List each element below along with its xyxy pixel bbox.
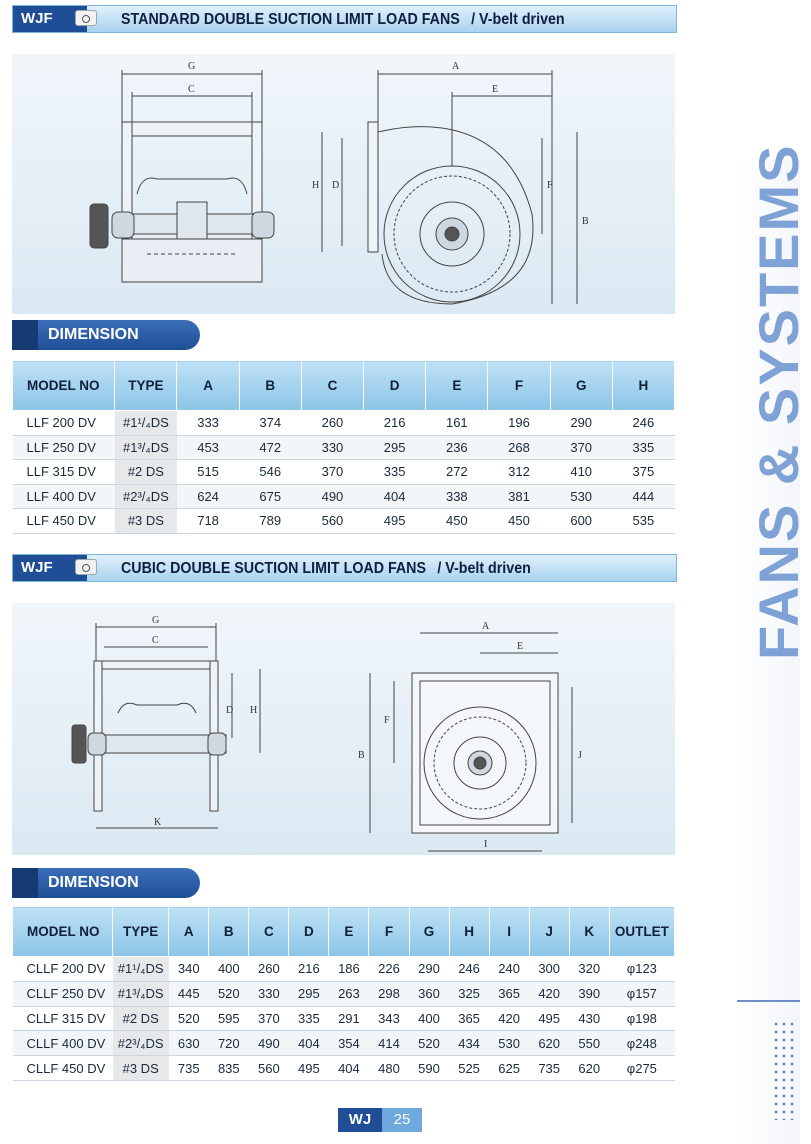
table-row [13,509,675,534]
table-cell: 300 [529,957,569,982]
table-cell: 263 [329,981,369,1006]
table-cell: 595 [209,1006,249,1031]
table-cell: 404 [329,1056,369,1081]
table-cell: 365 [489,981,529,1006]
table-cell: 624 [177,484,239,509]
table-cell: 370 [301,460,363,485]
table-cell: 450 [488,509,550,534]
dim-label-f: F [384,715,390,726]
table-cell: 268 [488,435,550,460]
dimension-table-standard [12,360,675,534]
table-cell: 675 [239,484,301,509]
table-cell: 480 [369,1056,409,1081]
fan-drawing-svg [12,54,675,314]
table-cell: 295 [289,981,329,1006]
column-header: E [329,907,369,957]
table-cell: 472 [239,435,301,460]
dim-label-e: E [492,84,499,95]
table-cell: 620 [569,1056,609,1081]
table-cell: 718 [177,509,239,534]
table-cell: 381 [488,484,550,509]
table-row [13,460,675,485]
column-header: B [239,361,301,411]
table-cell: φ198 [609,1006,674,1031]
table-cell: LLF 400 DV [13,484,115,509]
table-cell: 161 [426,411,488,436]
table-cell: 550 [569,1031,609,1056]
dim-label-g: G [188,61,196,72]
table-cell: 735 [169,1056,209,1081]
table-cell: CLLF 400 DV [13,1031,113,1056]
page-number: 25 [382,1108,422,1132]
drawing-cubic-fan [12,603,675,855]
table-cell: 560 [249,1056,289,1081]
table-cell: 186 [329,957,369,982]
dim-label-c: C [188,84,195,95]
table-cell: 560 [301,509,363,534]
table-cell: 240 [489,957,529,982]
table-cell: 320 [569,957,609,982]
side-divider [737,1000,800,1002]
column-header: TYPE [115,361,177,411]
table-cell: #2³/₄DS [115,484,177,509]
dim-label-a: A [452,61,460,72]
dot-pattern-icon [772,1020,796,1120]
table-cell: 445 [169,981,209,1006]
table-cell: 420 [489,1006,529,1031]
column-header: E [426,361,488,411]
table-cell: 420 [529,981,569,1006]
dim-label-a: A [482,621,490,632]
table-cell: φ248 [609,1031,674,1056]
column-header: A [177,361,239,411]
dim-label-b: B [358,750,365,761]
table-cell: 453 [177,435,239,460]
table-cell: #3 DS [113,1056,169,1081]
table-cell: LLF 450 DV [13,509,115,534]
table-cell: 430 [569,1006,609,1031]
table-cell: 335 [364,460,426,485]
table-cell: 390 [569,981,609,1006]
table-cell: φ123 [609,957,674,982]
table-cell: 835 [209,1056,249,1081]
table-cell: 450 [426,509,488,534]
column-header: OUTLET [609,907,674,957]
column-header: A [169,907,209,957]
table-cell: 312 [488,460,550,485]
section-title: STANDARD DOUBLE SUCTION LIMIT LOAD FANS / V-belt driven [121,11,565,28]
table-cell: 335 [289,1006,329,1031]
table-cell: #1¹/₄DS [113,957,169,982]
dim-label-i: I [484,839,488,850]
table-row [13,1006,675,1031]
dim-label-b: B [582,216,589,227]
dim-label-h: H [312,180,320,191]
dimension-tab-2: DIMENSION [12,868,200,898]
column-header: I [489,907,529,957]
table-cell: 291 [329,1006,369,1031]
table-cell: 374 [239,411,301,436]
dim-label-d: D [332,180,340,191]
table-cell: 410 [550,460,612,485]
column-header: MODEL NO [13,361,115,411]
table-cell: 295 [364,435,426,460]
dim-label-e: E [517,641,524,652]
table-cell: 338 [426,484,488,509]
table-cell: 365 [449,1006,489,1031]
table-cell: 246 [612,411,674,436]
table-cell: #2 DS [115,460,177,485]
dim-label-d: D [226,705,234,716]
table-cell: 400 [209,957,249,982]
table-row [13,981,675,1006]
table-cell: 246 [449,957,489,982]
table-cell: 330 [249,981,289,1006]
table-cell: 370 [249,1006,289,1031]
table-cell: 354 [329,1031,369,1056]
table-cell: 625 [489,1056,529,1081]
table-cell: LLF 315 DV [13,460,115,485]
table-cell: 340 [169,957,209,982]
column-header: D [289,907,329,957]
table-row [13,1056,675,1081]
column-header: G [409,907,449,957]
dim-label-f: F [547,180,553,191]
table-cell: CLLF 200 DV [13,957,113,982]
table-cell: 600 [550,509,612,534]
table-cell: 720 [209,1031,249,1056]
column-header: F [488,361,550,411]
table-header-row [13,361,675,411]
table-cell: #1³/₄DS [115,435,177,460]
table-cell: 590 [409,1056,449,1081]
table-row [13,435,675,460]
column-header: G [550,361,612,411]
table-cell: #2 DS [113,1006,169,1031]
table-cell: #1³/₄DS [113,981,169,1006]
dim-label-k: K [154,817,162,828]
table-cell: 520 [169,1006,209,1031]
table-cell: CLLF 450 DV [13,1056,113,1081]
clip-icon [75,559,97,575]
column-header: D [364,361,426,411]
table-cell: 414 [369,1031,409,1056]
table-cell: 370 [550,435,612,460]
table-header-row [13,907,675,957]
table-cell: 360 [409,981,449,1006]
table-cell: 330 [301,435,363,460]
table-cell: 298 [369,981,409,1006]
table-cell: 495 [289,1056,329,1081]
table-cell: 216 [289,957,329,982]
table-cell: 620 [529,1031,569,1056]
table-cell: 226 [369,957,409,982]
table-cell: 434 [449,1031,489,1056]
table-cell: 196 [488,411,550,436]
column-header: F [369,907,409,957]
table-cell: 630 [169,1031,209,1056]
section-header-standard [12,5,677,33]
table-cell: 343 [369,1006,409,1031]
footer-prefix: WJ [338,1108,382,1132]
side-brand-text: FANS & SYSTEMS [747,143,810,660]
dim-label-c: C [152,635,159,646]
column-header: TYPE [113,907,169,957]
table-cell: 546 [239,460,301,485]
column-header: J [529,907,569,957]
table-cell: 290 [550,411,612,436]
table-cell: 444 [612,484,674,509]
section-header-cubic [12,554,677,582]
table-cell: #3 DS [115,509,177,534]
table-cell: 404 [289,1031,329,1056]
table-cell: CLLF 250 DV [13,981,113,1006]
table-cell: 495 [364,509,426,534]
table-cell: 404 [364,484,426,509]
table-cell: 272 [426,460,488,485]
table-cell: #1¹/₄DS [115,411,177,436]
column-header: H [449,907,489,957]
table-cell: 490 [301,484,363,509]
table-row [13,957,675,982]
table-cell: 735 [529,1056,569,1081]
table-cell: 260 [249,957,289,982]
clip-icon [75,10,97,26]
column-header: H [612,361,674,411]
drawing-standard-fan [12,54,675,314]
section-title: CUBIC DOUBLE SUCTION LIMIT LOAD FANS / V-belt driven [121,560,531,577]
table-cell: 260 [301,411,363,436]
table-cell: 216 [364,411,426,436]
column-header: C [249,907,289,957]
dim-label-j: J [578,750,582,761]
page-footer [338,1108,422,1132]
table-cell: 400 [409,1006,449,1031]
column-header: C [301,361,363,411]
table-row [13,1031,675,1056]
table-row [13,484,675,509]
table-cell: 520 [209,981,249,1006]
column-header: K [569,907,609,957]
table-row [13,411,675,436]
cubic-fan-drawing-svg [12,603,675,855]
table-cell: 375 [612,460,674,485]
column-header: MODEL NO [13,907,113,957]
table-cell: 530 [550,484,612,509]
table-cell: 789 [239,509,301,534]
column-header: B [209,907,249,957]
table-cell: 530 [489,1031,529,1056]
table-cell: 525 [449,1056,489,1081]
table-cell: 236 [426,435,488,460]
dim-label-h: H [250,705,258,716]
table-cell: LLF 250 DV [13,435,115,460]
table-cell: LLF 200 DV [13,411,115,436]
table-cell: 515 [177,460,239,485]
dimension-table-cubic [12,906,675,1081]
table-cell: CLLF 315 DV [13,1006,113,1031]
table-cell: 520 [409,1031,449,1056]
table-cell: 335 [612,435,674,460]
table-cell: 535 [612,509,674,534]
table-cell: #2³/₄DS [113,1031,169,1056]
table-cell: 495 [529,1006,569,1031]
dim-label-g: G [152,615,160,626]
section-tag: WJF [13,6,87,32]
section-tag: WJF [13,555,87,581]
table-cell: 290 [409,957,449,982]
table-cell: 325 [449,981,489,1006]
table-cell: φ275 [609,1056,674,1081]
table-cell: 490 [249,1031,289,1056]
table-cell: 333 [177,411,239,436]
table-cell: φ157 [609,981,674,1006]
dimension-tab-1: DIMENSION [12,320,200,350]
